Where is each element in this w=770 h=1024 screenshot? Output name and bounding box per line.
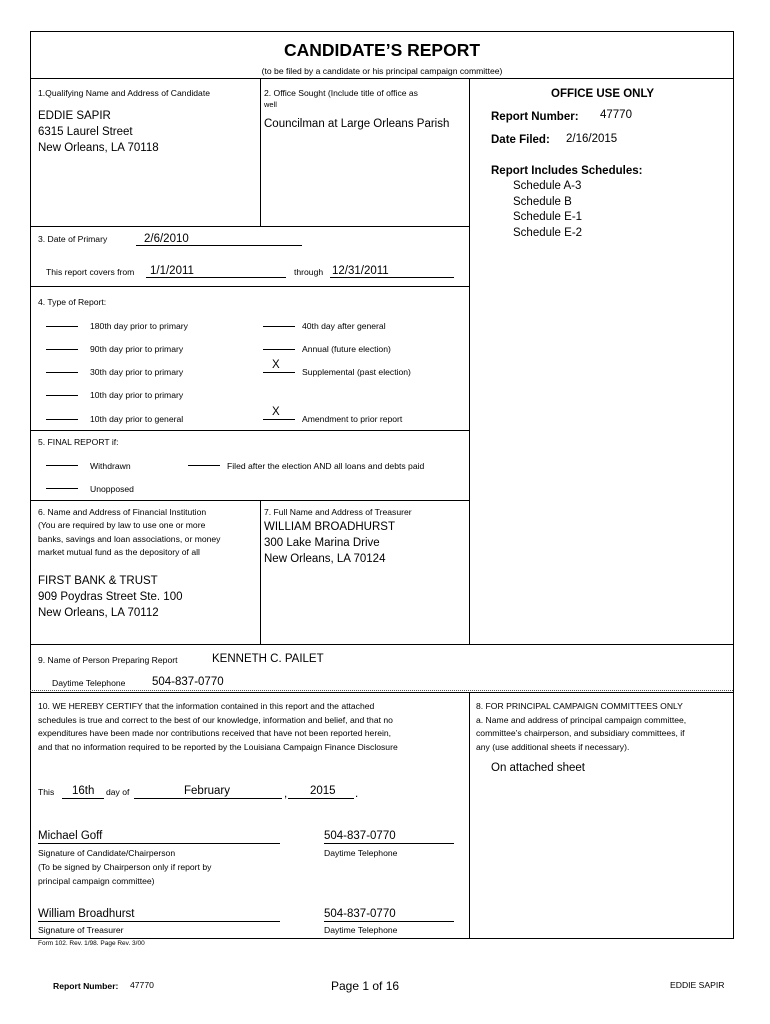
report-type-option: Annual (future election) (302, 344, 391, 354)
rule-box6-7 (260, 500, 261, 644)
box1-label: 1.Qualifying Name and Address of Candidate (38, 88, 210, 98)
preparer-phone-label: Daytime Telephone (52, 678, 126, 688)
certify-text: and that no information required to be reported by the Louisiana Campaign Finance Disclosure (38, 742, 398, 752)
dotted-rule (30, 690, 733, 691)
rule-box9-top (30, 644, 733, 645)
candidate-street: 6315 Laurel Street (38, 126, 133, 138)
through-label: through (294, 267, 324, 277)
report-type-option: Amendment to prior report (302, 414, 403, 424)
bank-street: 909 Poydras Street Ste. 100 (38, 591, 183, 603)
date-filed-value: 2/16/2015 (566, 133, 618, 145)
page-number: Page 1 of 16 (331, 979, 400, 993)
box9-label: 9. Name of Person Preparing Report (38, 655, 178, 665)
box8-text: any (use additional sheets if necessary). (476, 742, 630, 752)
report-type-option: Supplemental (past election) (302, 367, 411, 377)
office-use-heading: OFFICE USE ONLY (551, 88, 655, 100)
box6-note: (You are required by law to use one or more (38, 520, 206, 530)
report-number-value: 47770 (600, 109, 632, 121)
certify-period: . (355, 788, 359, 800)
box4-label: 4. Type of Report: (38, 297, 107, 307)
box2-label-cont: well (264, 100, 277, 109)
report-type-option: 10th day prior to general (90, 414, 184, 424)
box7-label: 7. Full Name and Address of Treasurer (264, 507, 412, 517)
box8-value: On attached sheet (491, 762, 585, 774)
rule-box5-top (30, 430, 470, 431)
footer-report-number-label: Report Number: (53, 981, 119, 991)
chair-signature-line (38, 843, 280, 844)
checkbox-line (46, 488, 78, 489)
page-title: CANDIDATE’S REPORT (283, 40, 481, 60)
report-type-option: 90th day prior to primary (90, 344, 184, 354)
preparer-name: KENNETH C. PAILET (212, 653, 324, 665)
treasurer-phone-label: Daytime Telephone (324, 925, 398, 935)
rule-box6-top (30, 500, 470, 501)
treasurer-phone: 504-837-0770 (324, 908, 396, 920)
checkbox-line (263, 419, 295, 420)
checkbox-line (46, 326, 78, 327)
checkbox-line (263, 349, 295, 350)
box8-text: committee’s chairperson, and subsidiary committees, if (476, 728, 685, 738)
day-line (62, 798, 104, 799)
certify-year: 2015 (310, 785, 336, 797)
certify-month: February (184, 785, 231, 797)
rule-box8-left (469, 692, 470, 938)
certify-day: 16th (72, 785, 95, 797)
checkbox-line (46, 349, 78, 350)
treasurer-signature-line (38, 921, 280, 922)
box2-label: 2. Office Sought (Include title of office as (264, 88, 418, 98)
chair-signature: Michael Goff (38, 830, 103, 842)
treasurer-street: 300 Lake Marina Drive (264, 537, 380, 549)
treasurer-phone-line (324, 921, 454, 922)
box6-note: market mutual fund as the depository of all (38, 547, 200, 557)
box6-note: banks, savings and loan associations, or money (38, 534, 221, 544)
box5-label: 5. FINAL REPORT if: (38, 437, 119, 447)
box6-label: 6. Name and Address of Financial Institution (38, 507, 207, 517)
checkbox-line (188, 465, 220, 466)
supplemental-mark: X (272, 359, 280, 371)
final-unopposed: Unopposed (90, 484, 134, 494)
report-type-option: 30th day prior to primary (90, 367, 184, 377)
page-subtitle: (to be filed by a candidate or his principal campaign committee) (261, 66, 503, 76)
checkbox-line (46, 419, 78, 420)
final-withdrawn: Withdrawn (90, 461, 131, 471)
footer-candidate: EDDIE SAPIR (670, 980, 725, 990)
office-sought: Councilman at Large Orleans Parish (264, 118, 450, 130)
chair-note: principal campaign committee) (38, 876, 155, 886)
covers-through-line (330, 277, 454, 278)
primary-date-line (136, 245, 302, 246)
checkbox-line (46, 372, 78, 373)
certify-comma: , (284, 788, 288, 800)
covers-from-line (146, 277, 286, 278)
report-type-option: 180th day prior to primary (90, 321, 188, 331)
box8-text: a. Name and address of principal campaign committee, (476, 715, 687, 725)
treasurer-sig-label: Signature of Treasurer (38, 925, 124, 935)
month-line (134, 798, 282, 799)
box8-text: 8. FOR PRINCIPAL CAMPAIGN COMMITTEES ONLY (476, 701, 683, 711)
report-type-option: 10th day prior to primary (90, 390, 184, 400)
year-line (288, 798, 354, 799)
bank-name: FIRST BANK & TRUST (38, 575, 158, 587)
chair-sig-label: Signature of Candidate/Chairperson (38, 848, 176, 858)
day-of-label: day of (106, 787, 130, 797)
rule-box10-top (30, 692, 733, 693)
certify-text: expenditures have been made nor contributions received that have not been reported herein, (38, 728, 392, 738)
footer-report-number: 47770 (130, 980, 154, 990)
this-label: This (38, 787, 55, 797)
treasurer-name: WILLIAM BROADHURST (264, 521, 395, 533)
candidate-name: EDDIE SAPIR (38, 110, 111, 122)
schedule-item: Schedule B (513, 196, 572, 208)
chair-phone-line (324, 843, 454, 844)
checkbox-line (46, 395, 78, 396)
chair-phone: 504-837-0770 (324, 830, 396, 842)
final-filed-after: Filed after the election AND all loans and debts paid (227, 461, 425, 471)
candidate-city: New Orleans, LA 70118 (38, 142, 159, 154)
certify-text: 10. WE HEREBY CERTIFY that the information contained in this report and the attached (38, 701, 375, 711)
treasurer-signature: William Broadhurst (38, 908, 135, 920)
checkbox-line (263, 326, 295, 327)
primary-date: 2/6/2010 (144, 233, 189, 245)
rule-right-column (469, 78, 470, 645)
box3-label: 3. Date of Primary (38, 234, 108, 244)
report-type-option: 40th day after general (302, 321, 386, 331)
form-revision-note: Form 102. Rev. 1/98. Page Rev. 3/00 (38, 940, 145, 947)
schedule-item: Schedule E-2 (513, 227, 583, 239)
chair-phone-label: Daytime Telephone (324, 848, 398, 858)
treasurer-city: New Orleans, LA 70124 (264, 553, 386, 565)
covers-through: 12/31/2011 (332, 265, 389, 277)
checkbox-line (46, 465, 78, 466)
certify-text: schedules is true and correct to the best of our knowledge, information and belief, and that no (38, 715, 393, 725)
rule-box1-2 (260, 78, 261, 226)
schedule-item: Schedule A-3 (513, 180, 582, 192)
rule-box4-top (30, 286, 470, 287)
schedule-item: Schedule E-1 (513, 211, 583, 223)
rule-top (30, 78, 733, 79)
date-filed-label: Date Filed: (491, 134, 550, 146)
covers-from: 1/1/2011 (150, 265, 194, 277)
schedules-label: Report Includes Schedules: (491, 165, 643, 177)
chair-note: (To be signed by Chairperson only if report by (38, 862, 212, 872)
amendment-mark: X (272, 406, 280, 418)
report-number-label: Report Number: (491, 111, 579, 123)
covers-label: This report covers from (46, 267, 135, 277)
bank-city: New Orleans, LA 70112 (38, 607, 159, 619)
preparer-phone: 504-837-0770 (152, 676, 224, 688)
rule-box3-top (30, 226, 470, 227)
checkbox-line (263, 372, 295, 373)
